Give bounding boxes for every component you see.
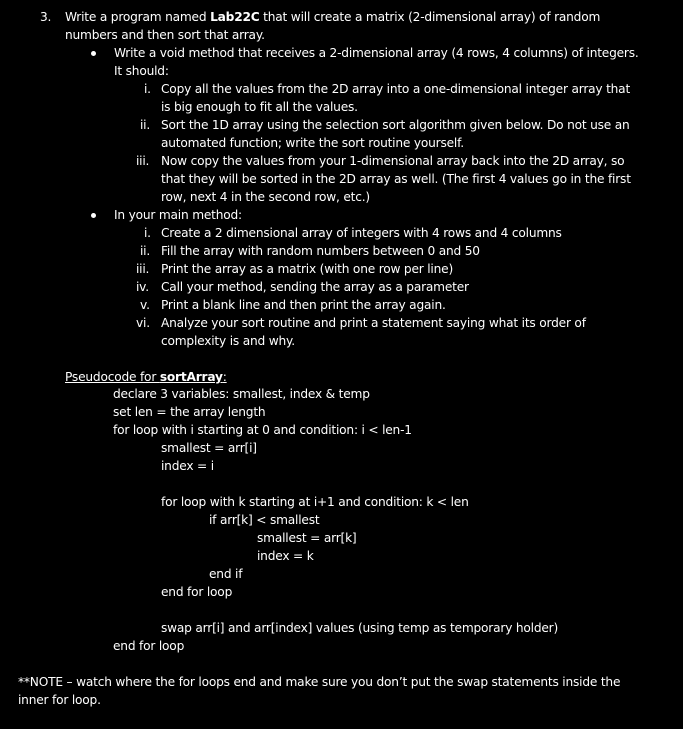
bullet1-line2: It should: <box>114 64 169 78</box>
pseudocode-line: end for loop <box>113 639 185 653</box>
intro-suffix: that will create a matrix (2-dimensional array) of random <box>259 10 601 24</box>
list-number: v. <box>140 298 150 312</box>
list-number: ii. <box>140 244 151 258</box>
question-number: 3. <box>40 10 52 24</box>
list-number: iii. <box>136 262 150 276</box>
list-item-text: Analyze your sort routine and print a statement saying what its order of <box>161 316 586 330</box>
pseudocode-line: set len = the array length <box>113 405 266 419</box>
pseudocode-line: index = k <box>257 549 314 563</box>
heading-suffix: : <box>222 370 227 384</box>
list-item-text: Now copy the values from your 1-dimensional array back into the 2D array, so <box>161 154 625 168</box>
list-number: vi. <box>136 316 150 330</box>
heading-prefix: Pseudocode for <box>65 370 160 384</box>
list-number: iv. <box>136 280 149 294</box>
pseudocode-line: end for loop <box>161 585 233 599</box>
list-item-text: row, next 4 in the second row, etc.) <box>161 190 370 204</box>
list-item-text: that they will be sorted in the 2D array as well. (The first 4 values go in the first <box>161 172 631 186</box>
pseudocode-line: for loop with i starting at 0 and condition: i < len-1 <box>113 423 412 437</box>
question-intro-line2: numbers and then sort that array. <box>65 28 265 42</box>
list-item-text: is big enough to fit all the values. <box>161 100 358 114</box>
note-line2: inner for loop. <box>18 693 101 707</box>
list-number: i. <box>144 82 151 96</box>
list-number: iii. <box>136 154 150 168</box>
list-item-text: complexity is and why. <box>161 334 295 348</box>
list-item-text: Print the array as a matrix (with one row per line) <box>161 262 453 276</box>
bullet1-line1: Write a void method that receives a 2-dimensional array (4 rows, 4 columns) of integers. <box>114 46 639 60</box>
pseudocode-line: end if <box>209 567 243 581</box>
list-number: ii. <box>140 118 151 132</box>
pseudocode-line: smallest = arr[i] <box>161 441 257 455</box>
bullet-dot <box>91 213 96 218</box>
list-item-text: automated function; write the sort routine yourself. <box>161 136 464 150</box>
bullet2-line1: In your main method: <box>114 208 242 222</box>
question-intro-line1 <box>65 8 600 26</box>
list-item-text: Create a 2 dimensional array of integers with 4 rows and 4 columns <box>161 226 562 240</box>
list-item-text: Fill the array with random numbers between 0 and 50 <box>161 244 480 258</box>
heading-method-name: sortArray <box>159 370 223 384</box>
intro-prefix: Write a program named <box>65 10 211 24</box>
list-number: i. <box>144 226 151 240</box>
list-item-text: Print a blank line and then print the array again. <box>161 298 446 312</box>
pseudocode-line: index = i <box>161 459 214 473</box>
pseudocode-heading <box>65 368 227 386</box>
pseudocode-line: if arr[k] < smallest <box>209 513 320 527</box>
note-line1: **NOTE – watch where the for loops end and make sure you don’t put the swap statements inside the <box>18 675 621 689</box>
pseudocode-line: swap arr[i] and arr[index] values (using temp as temporary holder) <box>161 621 559 635</box>
pseudocode-line: smallest = arr[k] <box>257 531 357 545</box>
program-name: Lab22C <box>210 10 260 24</box>
list-item-text: Call your method, sending the array as a parameter <box>161 280 469 294</box>
pseudocode-line: declare 3 variables: smallest, index & temp <box>113 387 370 401</box>
list-item-text: Sort the 1D array using the selection sort algorithm given below. Do not use an <box>161 118 630 132</box>
bullet-dot <box>91 51 96 56</box>
pseudocode-line: for loop with k starting at i+1 and condition: k < len <box>161 495 469 509</box>
list-item-text: Copy all the values from the 2D array into a one-dimensional integer array that <box>161 82 631 96</box>
